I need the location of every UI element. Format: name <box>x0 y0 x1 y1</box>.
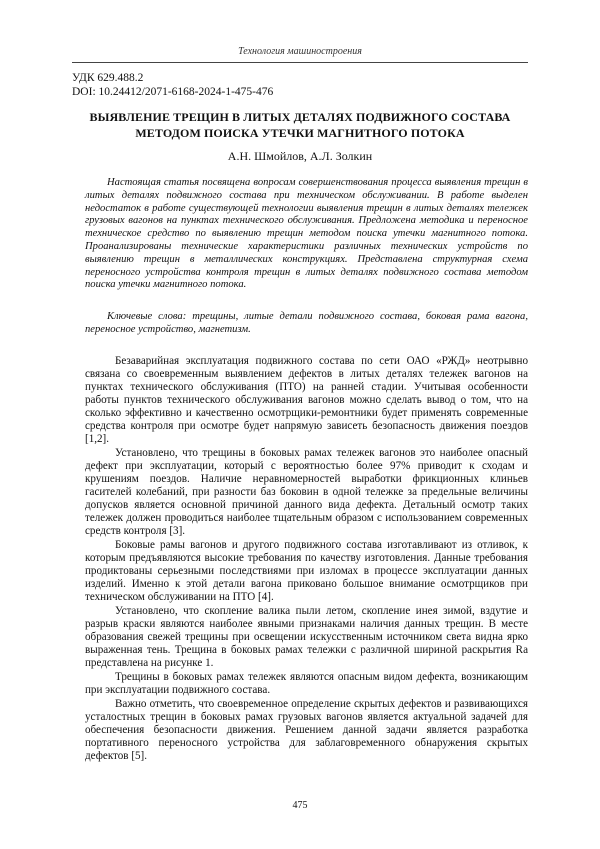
authors: А.Н. Шмойлов, А.Л. Золкин <box>227 149 373 163</box>
body-paragraph: Важно отметить, что своевременное определение скрытых дефектов и развивающихся усталостных трещин в боковых рамах грузовых вагонов является актуальной задачей для обеспечения безопасности движения. Решением данной задачи является разработка портативного переносного устройства для заблаговременного обнаружения скрытых дефектов [5]. <box>85 698 528 762</box>
title-line-1: ВЫЯВЛЕНИЕ ТРЕЩИН В ЛИТЫХ ДЕТАЛЯХ ПОДВИЖНОГО СОСТАВА <box>89 110 511 124</box>
article-identifiers <box>72 71 273 99</box>
body-paragraph: Установлено, что скопление валика пыли летом, скопление инея зимой, вздутие и разрыв краски являются наиболее явными признаками наличия данных трещин. В месте образования свежей трещины при освещении искусственным источником света видна ярко выраженная тень. Трещина в боковых рамах тележки с различной шириной раскрытия Ra представлена на рисунке 1. <box>85 605 528 669</box>
body-paragraph: Установлено, что трещины в боковых рамах тележек вагонов это наиболее опасный дефект при эксплуатации, который с вероятностью более 97% приводит к сходам и крушениям поездов. Наличие неравномерностей выработки фрикционных клиньев гасителей колебаний, при разности баз боковин в одной тележке за предельные величины допусков является основной причиной данного вида дефекта. Детальный осмотр таких тележек должен проводиться наиболее тщательным образом с использованием современных средств контроля [3]. <box>85 447 528 537</box>
abstract: Настоящая статья посвящена вопросам совершенствования процесса выявления трещин в литых деталях подвижного состава при техническом обслуживании. В работе выделен недостаток в работе существующей технологии выявления трещин в литых деталях тележек грузовых вагонов на пунктах технического обслуживания. Предложена методика и переносное техническое средство по выявлению трещин методом поиска утечки магнитного потока. Проанализированы технические характеристики различных технических устройств по выявлению трещин в металлических конструкциях. Представлена структурная схема переносного устройства контроля трещин в литых деталях подвижного состава методом поиска утечки магнитного потока. <box>85 177 528 291</box>
udc-code: УДК 629.488.2 <box>72 72 144 84</box>
body-paragraph: Безаварийная эксплуатация подвижного состава по сети ОАО «РЖД» неотрывно связана со своевременным выявлением дефектов в литых деталях тележек вагонов на пунктах технического обслуживания (ПТО) на ранней стадии. Учитывая особенности работы пунктов технического обслуживания вагонов можно сделать вывод о том, что на сколько эффективно и качественно осмотрщики-ремонтники будет применять современные средства контроля при осмотре будет напрямую зависеть безопасность движения поездов [1,2]. <box>85 355 528 445</box>
header-rule <box>72 62 528 63</box>
running-head: Технология машиностроения <box>238 46 362 57</box>
doi: DOI: 10.24412/2071-6168-2024-1-475-476 <box>72 86 274 98</box>
body-paragraph: Боковые рамы вагонов и другого подвижного состава изготавливают из отливок, к которым предъявляются высокие требования по качеству изготовления. Данные требования продиктованы серьезными последствиями при изломах в процессе эксплуатации данных изделий. Именно к этой детали вагона приковано большое внимание осмотрщиков при техническом обслуживании на ПТО [4]. <box>85 539 528 603</box>
keywords: Ключевые слова: трещины, литые детали подвижного состава, боковая рама вагона, переносное устройство, магнетизм. <box>85 311 528 335</box>
title-line-2: МЕТОДОМ ПОИСКА УТЕЧКИ МАГНИТНОГО ПОТОКА <box>135 126 465 140</box>
article-body <box>85 355 528 764</box>
page-number: 475 <box>292 800 308 811</box>
article-title <box>72 109 528 141</box>
body-paragraph: Трещины в боковых рамах тележек являются опасным видом дефекта, возникающим при эксплуатации подвижного состава. <box>85 671 528 696</box>
